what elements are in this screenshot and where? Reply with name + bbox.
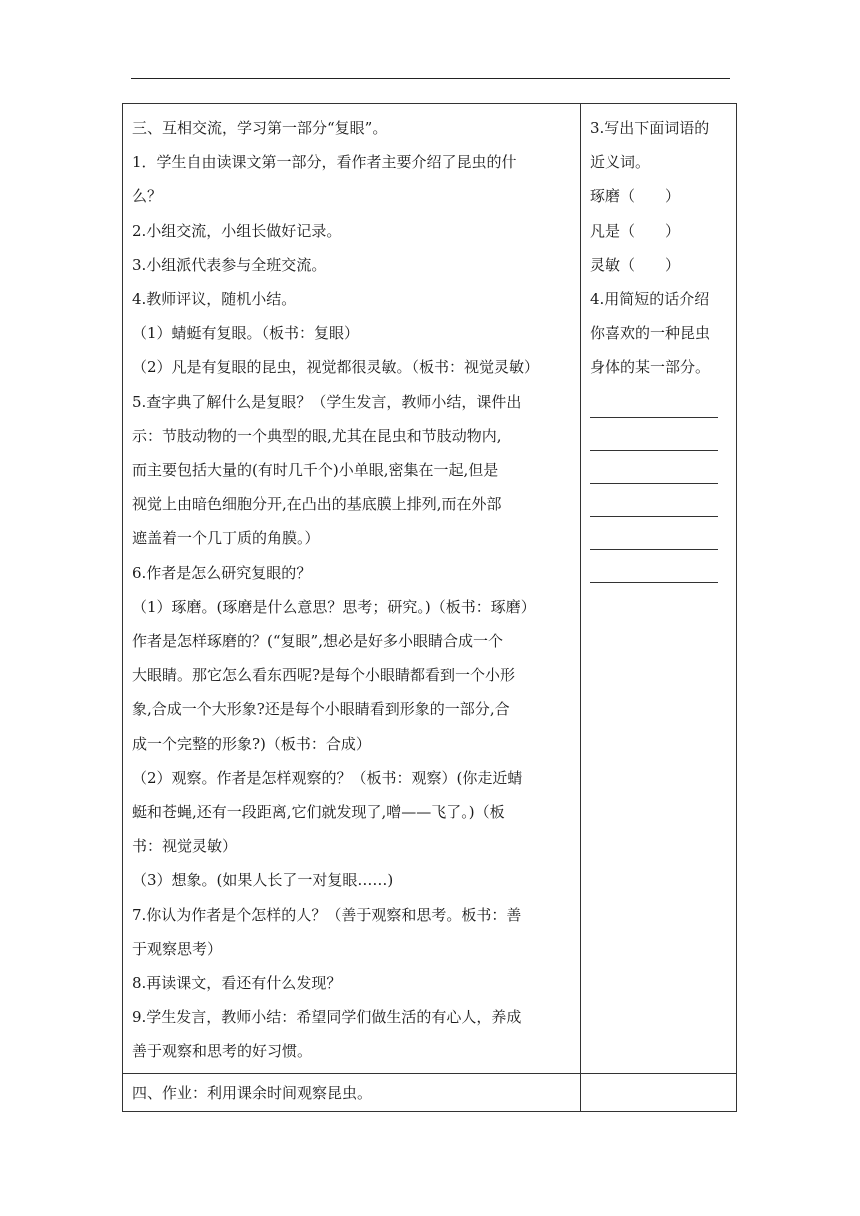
answer-blank-6	[590, 582, 718, 583]
exercise-line: 凡是（ ）	[590, 221, 681, 240]
lesson-line: 视觉上由暗色细胞分开,在凸出的基底膜上排列,而在外部	[132, 495, 502, 514]
exercise-cell	[581, 104, 736, 1073]
lesson-line: 7.你认为作者是个怎样的人？（善于观察和思考。板书：善	[132, 905, 522, 924]
homework-cell	[123, 1074, 581, 1111]
lesson-line: （1）琢磨。(琢磨是什么意思？思考；研究。)（板书：琢磨）	[132, 597, 536, 616]
lesson-line: （2）凡是有复眼的昆虫，视觉都很灵敏。（板书：视觉灵敏）	[132, 358, 540, 377]
lesson-line: 作者是怎样琢磨的？(“复眼”,想必是好多小眼睛合成一个	[132, 632, 503, 651]
lesson-line: 8.再读课文，看还有什么发现？	[132, 974, 342, 993]
exercise-line: 3.写出下面词语的	[590, 119, 710, 137]
header-rule	[131, 78, 730, 79]
lesson-row	[123, 104, 736, 1073]
lesson-steps-cell	[123, 104, 581, 1073]
lesson-line: 善于观察和思考的好习惯。	[132, 1042, 313, 1061]
lesson-line: 9.学生发言，教师小结：希望同学们做生活的有心人，养成	[132, 1008, 522, 1027]
exercise-line: 4.用简短的话介绍	[590, 290, 710, 309]
answer-blank-2	[590, 450, 718, 451]
exercise-text	[590, 111, 728, 385]
lesson-line: 3.小组派代表参与全班交流。	[132, 255, 327, 274]
lesson-table	[122, 103, 737, 1112]
homework-row	[123, 1073, 736, 1111]
lesson-line: 示：节肢动物的一个典型的眼,尤其在昆虫和节肢动物内,	[132, 426, 502, 445]
lesson-line: 成一个完整的形象?)（板书：合成）	[132, 734, 371, 753]
lesson-line: 书：视觉灵敏）	[132, 837, 238, 856]
exercise-line: 灵敏（ ）	[590, 255, 681, 274]
lesson-line: 三、互相交流，学习第一部分“复眼”。	[132, 119, 388, 137]
lesson-line: 大眼睛。那它怎么看东西呢?是每个小眼睛都看到一个小形	[132, 666, 516, 685]
lesson-line: 4.教师评议，随机小结。	[132, 290, 297, 309]
exercise-line: 身体的某一部分。	[590, 358, 711, 377]
answer-blank-5	[590, 549, 718, 550]
answer-blank-4	[590, 516, 718, 517]
lesson-line: 5.查字典了解什么是复眼？（学生发言，教师小结，课件出	[132, 392, 522, 411]
lesson-line: 象,合成一个大形象?还是每个小眼睛看到形象的一部分,合	[132, 700, 510, 719]
lesson-line: （2）观察。作者是怎样观察的？（板书：观察）(你走近蜻	[132, 768, 523, 787]
homework-empty-cell	[581, 1074, 736, 1111]
lesson-line: 而主要包括大量的(有时几千个)小单眼,密集在一起,但是	[132, 461, 499, 480]
exercise-line: 你喜欢的一种昆虫	[590, 324, 711, 343]
exercise-line: 琢磨（ ）	[590, 187, 681, 206]
lesson-line: （3）想象。(如果人长了一对复眼……)	[132, 871, 394, 890]
lesson-line: 6.作者是怎么研究复眼的？	[132, 563, 312, 582]
homework-text: 四、作业：利用课余时间观察昆虫。	[132, 1083, 373, 1102]
exercise-line: 近义词。	[590, 153, 651, 172]
lesson-line: 蜓和苍蝇,还有一段距离,它们就发现了,噌——飞了。)（板	[132, 803, 505, 822]
lesson-line: 遮盖着一个几丁质的角膜。）	[132, 529, 320, 548]
lesson-line: 1．学生自由读课文第一部分，看作者主要介绍了昆虫的什	[132, 153, 517, 172]
lesson-line: 2.小组交流，小组长做好记录。	[132, 221, 342, 240]
lesson-line: 于观察思考）	[132, 939, 223, 958]
answer-blank-3	[590, 483, 718, 484]
lesson-line: 么？	[132, 187, 163, 206]
answer-blank-1	[590, 417, 718, 418]
lesson-line: （1）蜻蜓有复眼。（板书：复眼）	[132, 324, 360, 343]
